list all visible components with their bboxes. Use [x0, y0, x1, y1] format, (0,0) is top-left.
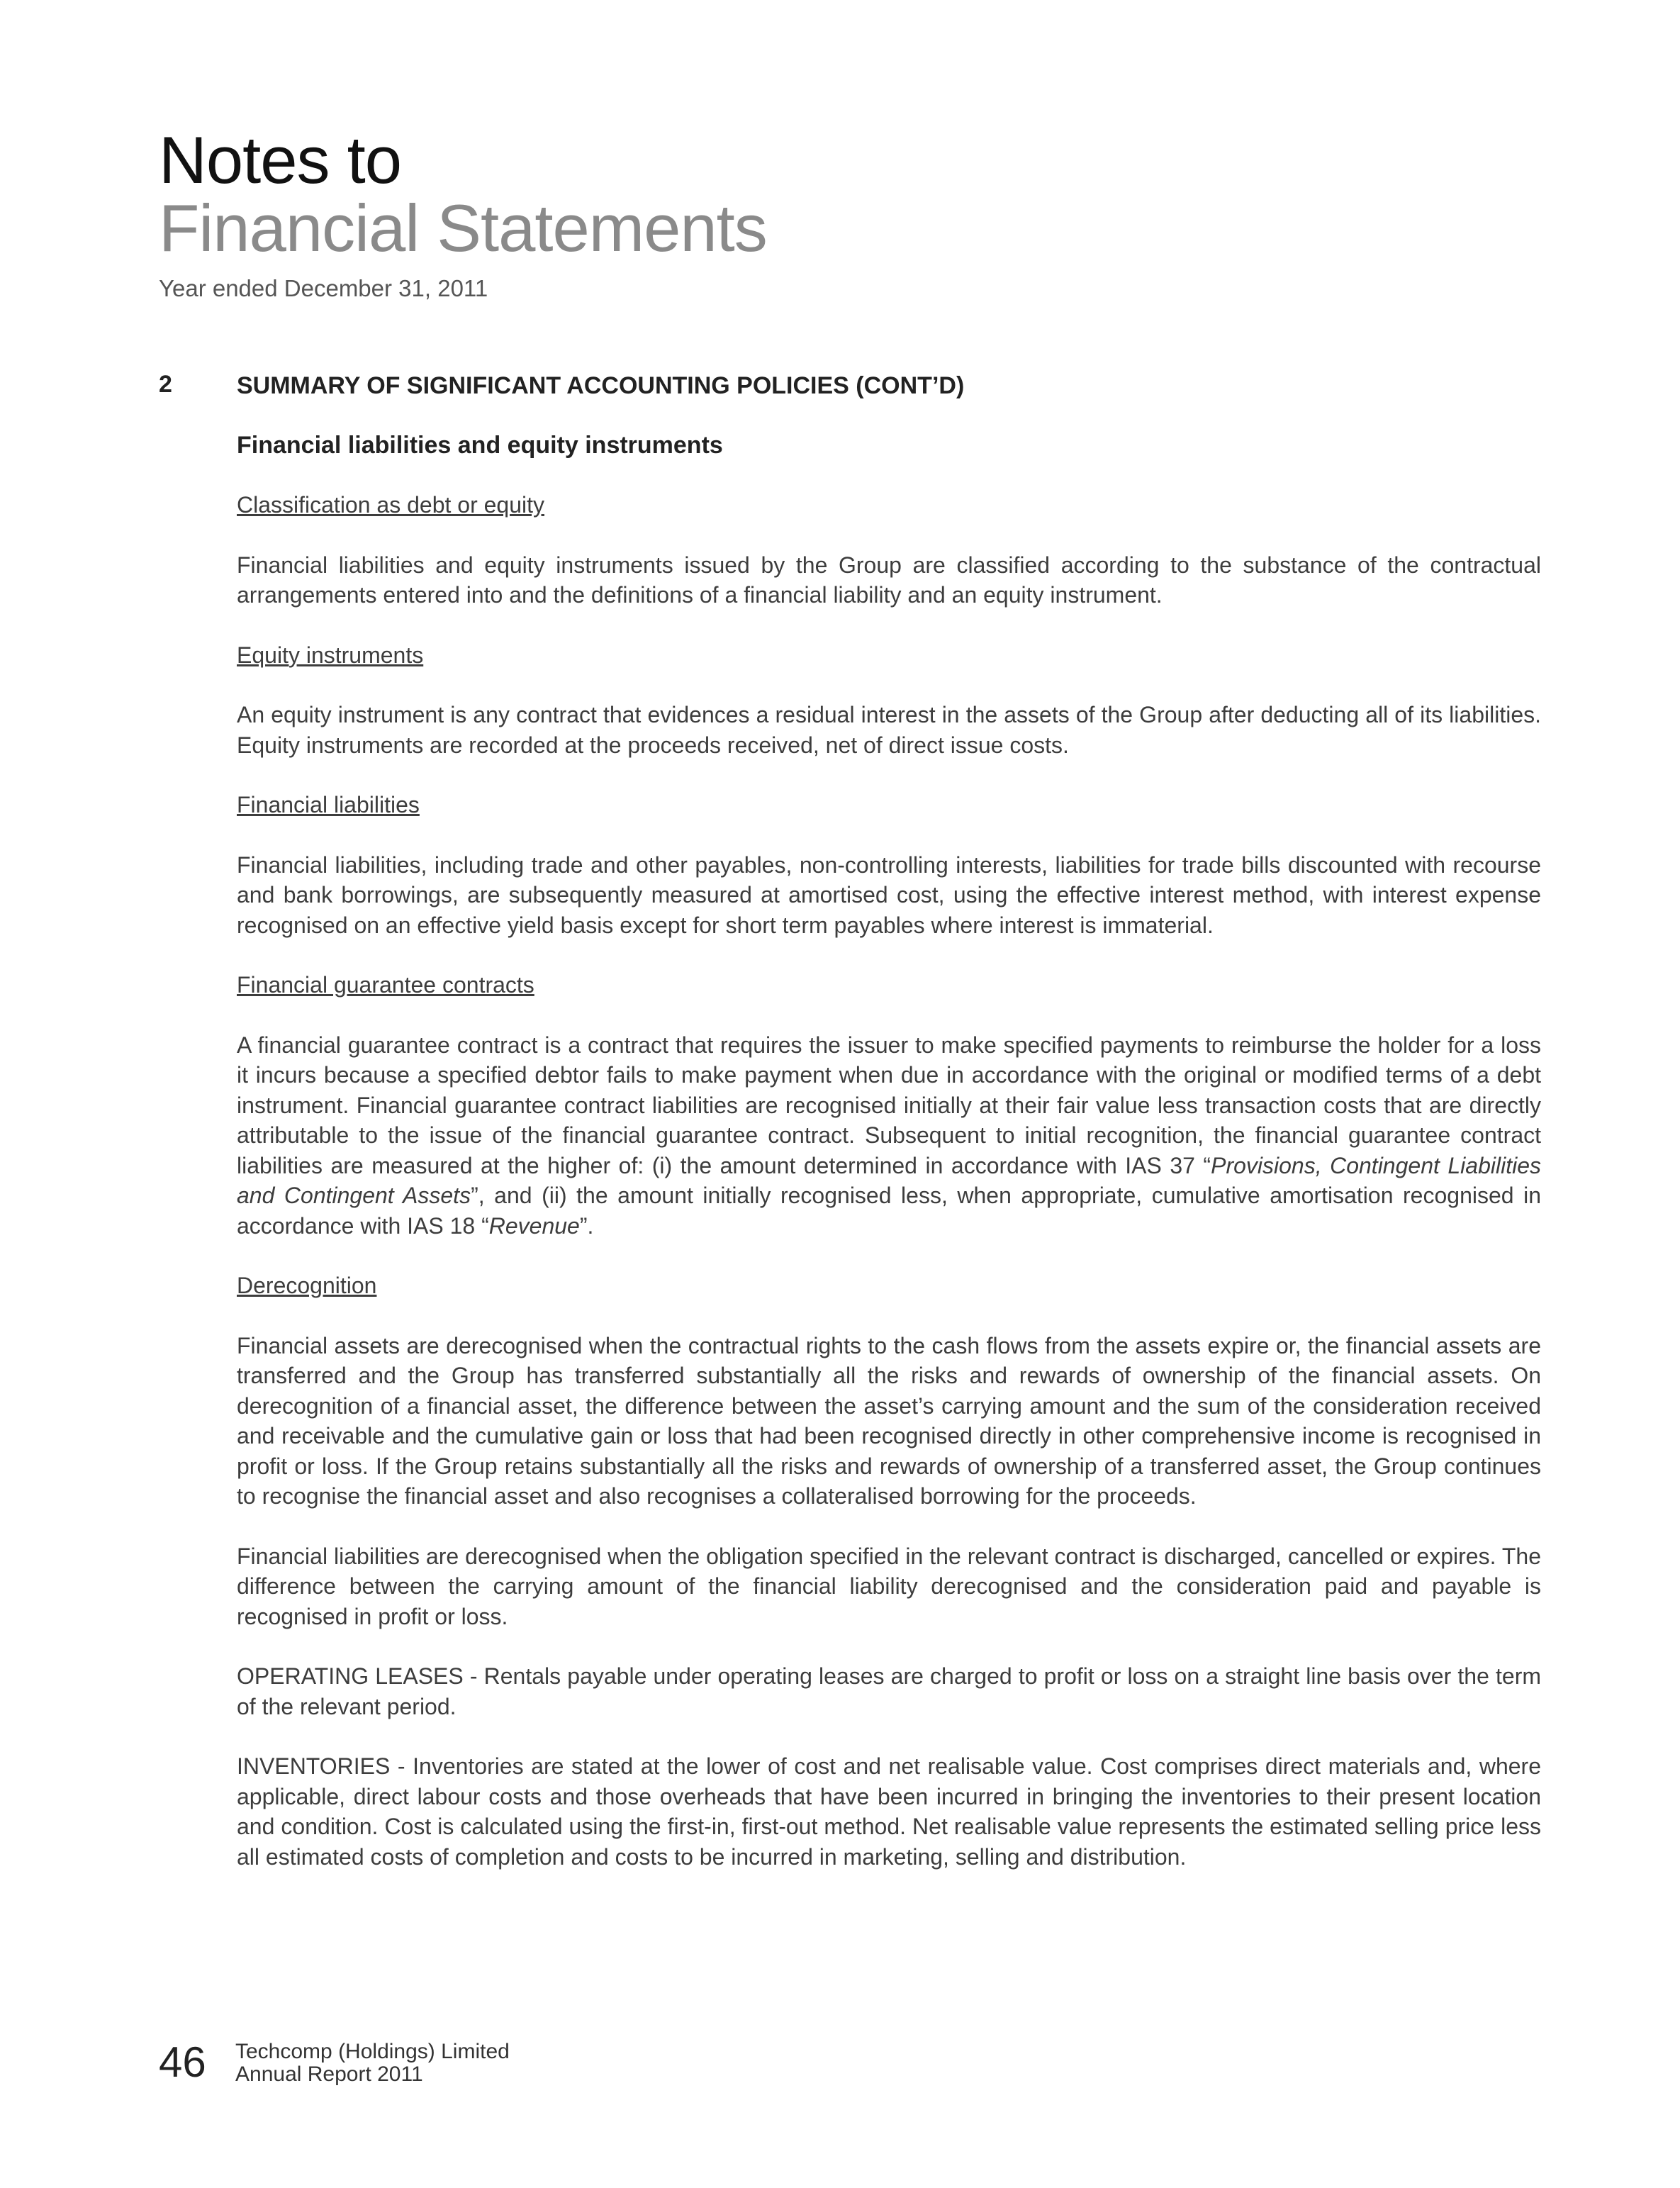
- page-footer: [159, 2039, 797, 2096]
- guarantee-italic-2: Revenue: [488, 1212, 580, 1239]
- page-number: 46: [159, 2038, 206, 2086]
- guarantee-text-1: A financial guarantee contract is a contract that requires the issuer to make specified payments to reimburse the holder for a loss it incurs because a specified debtor fails to make payment when due in accordance with the original or modified terms of a debt instrument. Financial guarantee contract liabilities are recognised initially at their fair value less transaction costs that are directly attributable to the issue of the financial guarantee contract. Subsequent to initial recognition, the financial guarantee contract liabilities are measured at the higher of: (i) the amount determined in accordance with IAS 37 “: [237, 1032, 1541, 1178]
- footer-report: Annual Report 2011: [235, 2063, 423, 2086]
- section-number: 2: [159, 371, 172, 398]
- classification-heading: Classification as debt or equity: [237, 492, 544, 518]
- main-content: [237, 371, 1541, 1902]
- equity-instruments-heading: Equity instruments: [237, 642, 424, 668]
- inventories-paragraph: INVENTORIES - Inventories are stated at the lower of cost and net realisable value. Cost comprises direct materials and, where applicable, direct labour costs and those overheads that have been incurred in bringing the inventories to their present location and condition. Cost is calculated using the first-in, first-out method. Net realisable value represents the estimated selling price less all estimated costs of completion and costs to be incurred in marketing, selling and distribution.: [237, 1753, 1541, 1870]
- equity-instruments-paragraph: An equity instrument is any contract that evidences a residual interest in the assets of the Group after deducting all of its liabilities. Equity instruments are recorded at the proceeds received, net of direct issue costs.: [237, 702, 1541, 758]
- page-header: [159, 123, 1506, 302]
- guarantee-heading: Financial guarantee contracts: [237, 972, 534, 998]
- page-subtitle: Year ended December 31, 2011: [159, 275, 488, 301]
- financial-liabilities-heading: Financial liabilities: [237, 792, 420, 817]
- title-line-1: Notes to: [159, 123, 402, 197]
- financial-liabilities-paragraph: Financial liabilities, including trade and other payables, non-controlling interests, liabilities for trade bills discounted with recourse and bank borrowings, are subsequently measured at amortised cost, using the effective interest method, with interest expense recognised on an effective yield basis except for short term payables where interest is immaterial.: [237, 852, 1541, 938]
- guarantee-text-2: ”, and (ii) the amount initially recognised less, when appropriate, cumulative amortisation recognised in accordance with IAS 18 “: [237, 1183, 1542, 1239]
- section-title: SUMMARY OF SIGNIFICANT ACCOUNTING POLICIES (CONT’D): [237, 372, 965, 399]
- derecognition-paragraph-2: Financial liabilities are derecognised when the obligation specified in the relevant contract is discharged, cancelled or expires. The difference between the carrying amount of the financial liability derecognised and the consideration paid and payable is recognised in profit or loss.: [237, 1543, 1541, 1629]
- classification-paragraph: Financial liabilities and equity instruments issued by the Group are classified according to the substance of the contractual arrangements entered into and the definitions of a financial liability and an equity instrument.: [237, 552, 1541, 608]
- guarantee-paragraph: [237, 1030, 1541, 1241]
- guarantee-text-3: ”.: [579, 1212, 594, 1239]
- footer-company: Techcomp (Holdings) Limited: [235, 2040, 510, 2063]
- section-subheading: Financial liabilities and equity instruments: [237, 432, 723, 459]
- derecognition-heading: Derecognition: [237, 1273, 377, 1298]
- derecognition-paragraph-1: Financial assets are derecognised when the contractual rights to the cash flows from the assets expire or, the financial assets are transferred and the Group has transferred substantially all the risks and rewards of ownership of the financial assets. On derecognition of a financial asset, the difference between the asset’s carrying amount and the sum of the consideration received and receivable and the cumulative gain or loss that had been recognised directly in other comprehensive income is recognised in profit or loss. If the Group retains substantially all the risks and rewards of ownership of a transferred asset, the Group continues to recognise the financial asset and also recognises a collateralised borrowing for the proceeds.: [237, 1332, 1541, 1509]
- operating-leases-paragraph: OPERATING LEASES - Rentals payable under operating leases are charged to profit or loss on a straight line basis over the term of the relevant period.: [237, 1663, 1541, 1719]
- guarantee-italic-1: Provisions, Contingent Liabilities and Contingent Assets: [237, 1152, 1542, 1208]
- title-line-2: Financial Statements: [159, 191, 767, 265]
